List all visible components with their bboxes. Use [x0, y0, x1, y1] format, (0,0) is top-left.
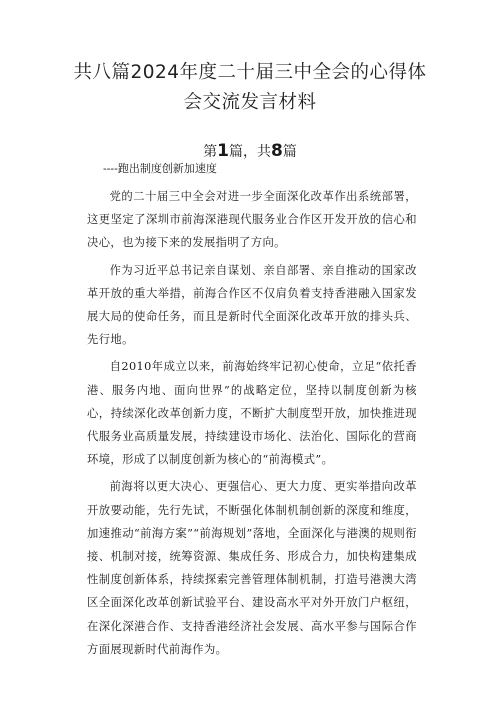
- chapter-number: 1: [217, 141, 229, 161]
- paragraph: 党的二十届三中全会对进一步全面深化改革作出系统部署，这更坚定了深圳市前海深港现代服务业合作区开发开放的信心和决心，也为接下来的发展指明了方向。: [87, 190, 417, 250]
- paragraph: 作为习近平总书记亲自谋划、亲自部署、亲自推动的国家改革开放的重大举措，前海合作区不仅肩负着支持香港融入国家发展大局的使命任务，而且是新时代全面深化改革开放的排头兵、先行地。: [87, 263, 417, 347]
- chapter-indicator: [0, 140, 500, 163]
- document-title-line-1: 共八篇2024年度二十届三中全会的心得体: [73, 62, 427, 83]
- document-title-line-2: 会交流发言材料: [183, 92, 317, 113]
- chapter-total: 8: [271, 141, 283, 161]
- paragraph: 前海将以更大决心、更强信心、更大力度、更实举措向改革开放要动能，先行先试，不断强化体制机制创新的深度和维度，加速推动“前海方案”“前海规划”落地，全面深化与港澳的规则衔接、机制对接，统筹资源、集成任务、形成合力，加快构建集成性制度创新体系，持续探索完善管理体制机制，打造号港澳大湾区全面深化改革创新试验平台、建设高水平对外开放门户枢纽，在深化深港合作、支持香港经济社会发展、高水平参与国际合作方面展现新时代前海作为。: [87, 480, 417, 656]
- chapter-mid: 篇，共: [229, 144, 271, 160]
- chapter-prefix: 第: [203, 144, 218, 160]
- paragraph: 自2010年成立以来，前海始终牢记初心使命，立足“依托香港、服务内地、面向世界”的战略定位，坚持以制度创新为核心，持续深化改革创新力度，不断扩大制度型开放，加快推进现代服务业高质量发展，持续建设市场化、法治化、国际化的营商环境，形成了以制度创新为核心的“前海模式”。: [87, 360, 417, 467]
- document-body: [87, 185, 417, 665]
- chapter-suffix: 篇: [282, 144, 297, 160]
- section-subtitle: ----跑出制度创新加速度: [103, 162, 217, 175]
